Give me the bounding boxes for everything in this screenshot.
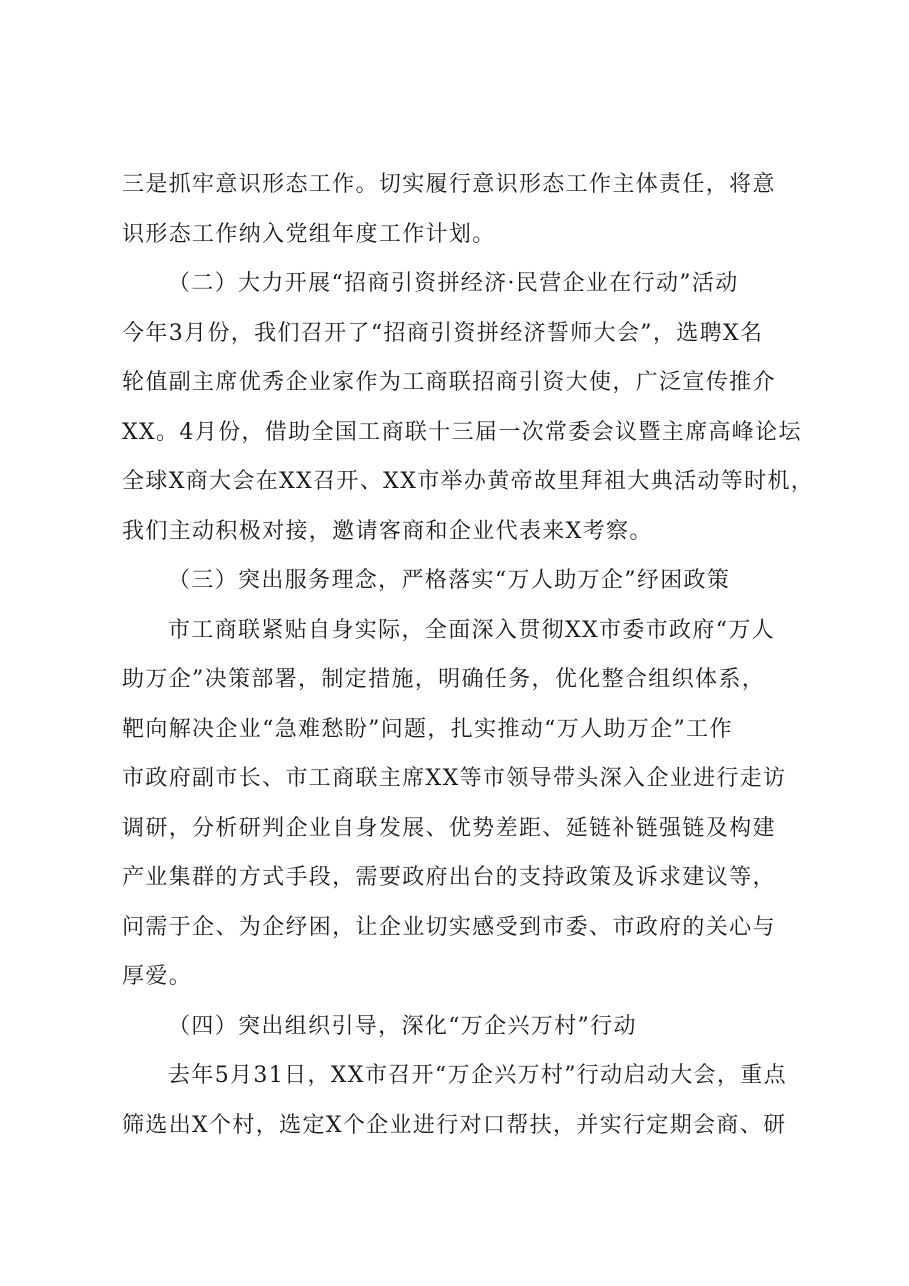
text-line-20: 筛选出X个村，选定X个企业进行对口帮扶，并实行定期会商、研 (122, 1113, 787, 1138)
text-line-1: 三是抓牢意识形态工作。切实履行意识形态工作主体责任，将意 (122, 172, 776, 197)
text-line-4: 今年3月份，我们召开了“招商引资拼经济誓师大会”，选聘X名 (122, 321, 764, 346)
text-line-19: 去年5月31日，XX市召开“万企兴万村”行动启动大会，重点 (168, 1063, 787, 1088)
text-line-6: XX。4月份，借助全国工商联十三届一次常委会议暨主席高峰论坛 (122, 420, 802, 445)
text-line-14: 调研，分析研判企业自身发展、优势差距、延链补链强链及构建 (122, 816, 776, 841)
text-line-12: 靶向解决企业“急难愁盼”问题，扎实推动“万人助万企”工作 (122, 717, 733, 742)
text-line-17: 厚爱。 (122, 964, 193, 989)
text-line-15: 产业集群的方式手段，需要政府出台的支持政策及诉求建议等， (122, 865, 776, 890)
text-line-8: 我们主动积极对接，邀请客商和企业代表来X考察。 (122, 519, 653, 544)
section-heading-3: （三）突出服务理念，严格落实“万人助万企”纾困政策 (168, 568, 731, 593)
text-line-2: 识形态工作纳入党组年度工作计划。 (122, 222, 496, 247)
text-line-13: 市政府副市长、市工商联主席XX等市领导带头深入企业进行走访 (122, 766, 787, 791)
text-line-10: 市工商联紧贴自身实际，全面深入贯彻XX市委市政府“万人 (168, 618, 776, 643)
section-heading-2: （二）大力开展“招商引资拼经济·民营企业在行动”活动 (168, 271, 739, 296)
section-heading-4: （四）突出组织引导，深化“万企兴万村”行动 (168, 1014, 637, 1039)
text-line-7: 全球X商大会在XX召开、XX市举办黄帝故里拜祖大典活动等时机， (122, 469, 815, 494)
text-line-5: 轮值副主席优秀企业家作为工商联招商引资大使，广泛宣传推介 (122, 370, 776, 395)
text-line-16: 问需于企、为企纾困，让企业切实感受到市委、市政府的关心与 (122, 915, 776, 940)
text-line-11: 助万企”决策部署，制定措施，明确任务，优化整合组织体系， (122, 667, 766, 692)
